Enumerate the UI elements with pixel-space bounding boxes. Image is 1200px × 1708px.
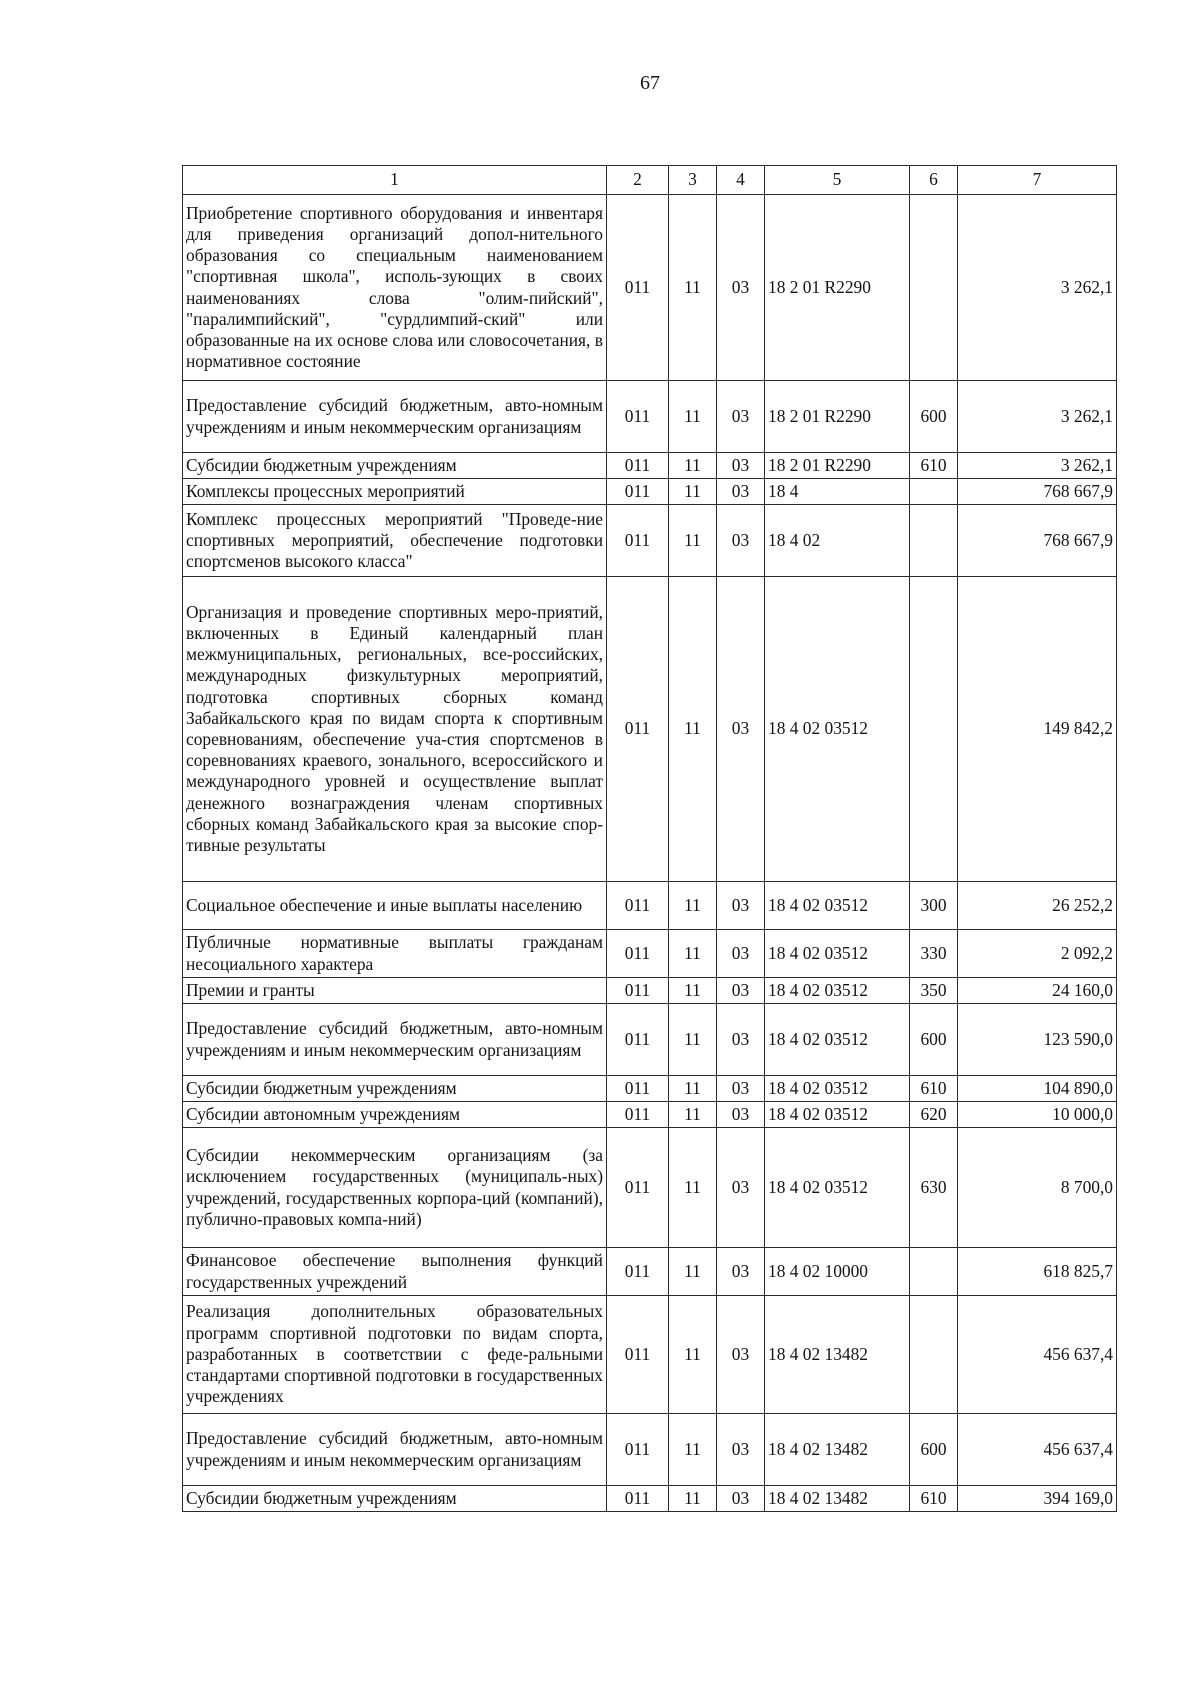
amount: 10 000,0	[958, 1102, 1117, 1128]
table-row	[183, 577, 1117, 882]
expense-type-code: 330	[910, 930, 958, 978]
expense-name: Субсидии некоммерческим организациям (за исключением государственных (муниципаль-ных) учреждений, государственных корпора-ций (компаний), публично-правовых компа-ний)	[183, 1128, 607, 1248]
expense-type-code: 300	[910, 882, 958, 930]
subsection-code: 03	[717, 930, 765, 978]
table-row	[183, 1486, 1117, 1512]
table-row	[183, 1004, 1117, 1076]
table-row	[183, 453, 1117, 479]
column-header-6: 6	[910, 166, 958, 195]
subsection-code: 03	[717, 1486, 765, 1512]
target-article-code: 18 2 01 R2290	[765, 453, 910, 479]
section-code: 11	[669, 978, 717, 1004]
ministry-code: 011	[607, 1414, 669, 1486]
subsection-code: 03	[717, 882, 765, 930]
expense-name: Субсидии автономным учреждениям	[183, 1102, 607, 1128]
amount: 456 637,4	[958, 1414, 1117, 1486]
expense-type-code: 610	[910, 1076, 958, 1102]
expense-name: Публичные нормативные выплаты гражданам несоциального характера	[183, 930, 607, 978]
expense-name: Финансовое обеспечение выполнения функций государственных учреждений	[183, 1248, 607, 1296]
table-row	[183, 1248, 1117, 1296]
expense-name: Предоставление субсидий бюджетным, авто-номным учреждениям и иным некоммерческим организациям	[183, 381, 607, 453]
expense-type-code: 600	[910, 1004, 958, 1076]
target-article-code: 18 4 02 03512	[765, 1004, 910, 1076]
target-article-code: 18 4 02 13482	[765, 1486, 910, 1512]
table-row	[183, 1102, 1117, 1128]
subsection-code: 03	[717, 505, 765, 577]
amount: 3 262,1	[958, 453, 1117, 479]
table-row	[183, 930, 1117, 978]
column-header-5: 5	[765, 166, 910, 195]
section-code: 11	[669, 1248, 717, 1296]
subsection-code: 03	[717, 453, 765, 479]
table-row	[183, 978, 1117, 1004]
ministry-code: 011	[607, 1296, 669, 1414]
subsection-code: 03	[717, 479, 765, 505]
section-code: 11	[669, 1296, 717, 1414]
expense-type-code	[910, 1296, 958, 1414]
header-row	[183, 166, 1117, 195]
subsection-code: 03	[717, 1248, 765, 1296]
amount: 3 262,1	[958, 381, 1117, 453]
subsection-code: 03	[717, 1128, 765, 1248]
expense-type-code: 350	[910, 978, 958, 1004]
expense-name: Предоставление субсидий бюджетным, авто-номным учреждениям и иным некоммерческим организациям	[183, 1004, 607, 1076]
section-code: 11	[669, 1486, 717, 1512]
section-code: 11	[669, 505, 717, 577]
table-row	[183, 381, 1117, 453]
ministry-code: 011	[607, 1102, 669, 1128]
amount: 26 252,2	[958, 882, 1117, 930]
expense-name: Приобретение спортивного оборудования и инвентаря для приведения организаций допол-нительного образования со специальным наименованием "спортивная школа", исполь-зующих в своих наименованиях слова "олим-пийский", "паралимпийский", "сурдлимпий-ский" или образованные на их основе слова или словосочетания, в нормативное состояние	[183, 195, 607, 381]
ministry-code: 011	[607, 930, 669, 978]
amount: 123 590,0	[958, 1004, 1117, 1076]
expense-type-code: 610	[910, 1486, 958, 1512]
subsection-code: 03	[717, 1296, 765, 1414]
subsection-code: 03	[717, 1414, 765, 1486]
table-row	[183, 1414, 1117, 1486]
target-article-code: 18 4 02 13482	[765, 1414, 910, 1486]
target-article-code: 18 4 02 03512	[765, 882, 910, 930]
ministry-code: 011	[607, 381, 669, 453]
amount: 149 842,2	[958, 577, 1117, 882]
target-article-code: 18 4 02 03512	[765, 1102, 910, 1128]
target-article-code: 18 2 01 R2290	[765, 381, 910, 453]
ministry-code: 011	[607, 505, 669, 577]
amount: 456 637,4	[958, 1296, 1117, 1414]
expense-name: Социальное обеспечение и иные выплаты населению	[183, 882, 607, 930]
expense-type-code: 610	[910, 453, 958, 479]
expense-type-code	[910, 505, 958, 577]
target-article-code: 18 4 02 10000	[765, 1248, 910, 1296]
expense-name: Комплекс процессных мероприятий "Проведе-ние спортивных мероприятий, обеспечение подготовки спортсменов высокого класса"	[183, 505, 607, 577]
expense-name: Субсидии бюджетным учреждениям	[183, 1076, 607, 1102]
section-code: 11	[669, 479, 717, 505]
expense-name: Организация и проведение спортивных меро-приятий, включенных в Единый календарный план межмуниципальных, региональных, все-российских, международных физкультурных мероприятий, подготовка спортивных сборных команд Забайкальского края по видам спорта к спортивным соревнованиям, обеспечение уча-стия спортсменов в соревнованиях краевого, зонального, всероссийского и международного уровней и осуществление выплат денежного вознаграждения членам спортивных сборных команд Забайкальского края за высокие спор-тивные результаты	[183, 577, 607, 882]
table-row	[183, 1296, 1117, 1414]
section-code: 11	[669, 1414, 717, 1486]
section-code: 11	[669, 577, 717, 882]
target-article-code: 18 4 02 03512	[765, 930, 910, 978]
column-header-1: 1	[183, 166, 607, 195]
section-code: 11	[669, 930, 717, 978]
table-row	[183, 479, 1117, 505]
ministry-code: 011	[607, 1128, 669, 1248]
subsection-code: 03	[717, 1102, 765, 1128]
amount: 768 667,9	[958, 479, 1117, 505]
expense-name: Реализация дополнительных образовательных программ спортивной подготовки по видам спорта, разработанных в соответствии с феде-ральными стандартами спортивной подготовки в государственных учреждениях	[183, 1296, 607, 1414]
section-code: 11	[669, 1102, 717, 1128]
target-article-code: 18 4 02 03512	[765, 1128, 910, 1248]
amount: 768 667,9	[958, 505, 1117, 577]
expense-name: Предоставление субсидий бюджетным, авто-номным учреждениям и иным некоммерческим организациям	[183, 1414, 607, 1486]
expense-type-code	[910, 577, 958, 882]
expense-type-code	[910, 479, 958, 505]
ministry-code: 011	[607, 1004, 669, 1076]
ministry-code: 011	[607, 453, 669, 479]
target-article-code: 18 4 02 03512	[765, 1076, 910, 1102]
target-article-code: 18 4 02 03512	[765, 978, 910, 1004]
ministry-code: 011	[607, 577, 669, 882]
subsection-code: 03	[717, 381, 765, 453]
budget-table	[182, 165, 1117, 1512]
ministry-code: 011	[607, 479, 669, 505]
amount: 104 890,0	[958, 1076, 1117, 1102]
section-code: 11	[669, 882, 717, 930]
section-code: 11	[669, 195, 717, 381]
column-header-7: 7	[958, 166, 1117, 195]
page-number: 67	[640, 72, 660, 94]
expense-type-code: 600	[910, 381, 958, 453]
section-code: 11	[669, 1076, 717, 1102]
column-header-2: 2	[607, 166, 669, 195]
expense-name: Премии и гранты	[183, 978, 607, 1004]
amount: 8 700,0	[958, 1128, 1117, 1248]
column-header-4: 4	[717, 166, 765, 195]
expense-name: Субсидии бюджетным учреждениям	[183, 1486, 607, 1512]
table-row	[183, 882, 1117, 930]
target-article-code: 18 4 02 13482	[765, 1296, 910, 1414]
ministry-code: 011	[607, 195, 669, 381]
expense-name: Комплексы процессных мероприятий	[183, 479, 607, 505]
ministry-code: 011	[607, 978, 669, 1004]
section-code: 11	[669, 1128, 717, 1248]
target-article-code: 18 4 02 03512	[765, 577, 910, 882]
ministry-code: 011	[607, 1486, 669, 1512]
amount: 24 160,0	[958, 978, 1117, 1004]
target-article-code: 18 2 01 R2290	[765, 195, 910, 381]
expense-name: Субсидии бюджетным учреждениям	[183, 453, 607, 479]
subsection-code: 03	[717, 195, 765, 381]
expense-type-code: 620	[910, 1102, 958, 1128]
target-article-code: 18 4 02	[765, 505, 910, 577]
target-article-code: 18 4	[765, 479, 910, 505]
amount: 2 092,2	[958, 930, 1117, 978]
expense-type-code: 630	[910, 1128, 958, 1248]
section-code: 11	[669, 381, 717, 453]
table-row	[183, 195, 1117, 381]
expense-type-code	[910, 1248, 958, 1296]
amount: 394 169,0	[958, 1486, 1117, 1512]
expense-type-code	[910, 195, 958, 381]
table-row	[183, 505, 1117, 577]
ministry-code: 011	[607, 882, 669, 930]
expense-type-code: 600	[910, 1414, 958, 1486]
ministry-code: 011	[607, 1248, 669, 1296]
subsection-code: 03	[717, 1004, 765, 1076]
section-code: 11	[669, 1004, 717, 1076]
subsection-code: 03	[717, 577, 765, 882]
table-row	[183, 1076, 1117, 1102]
subsection-code: 03	[717, 1076, 765, 1102]
section-code: 11	[669, 453, 717, 479]
amount: 3 262,1	[958, 195, 1117, 381]
column-header-3: 3	[669, 166, 717, 195]
amount: 618 825,7	[958, 1248, 1117, 1296]
ministry-code: 011	[607, 1076, 669, 1102]
table-row	[183, 1128, 1117, 1248]
subsection-code: 03	[717, 978, 765, 1004]
